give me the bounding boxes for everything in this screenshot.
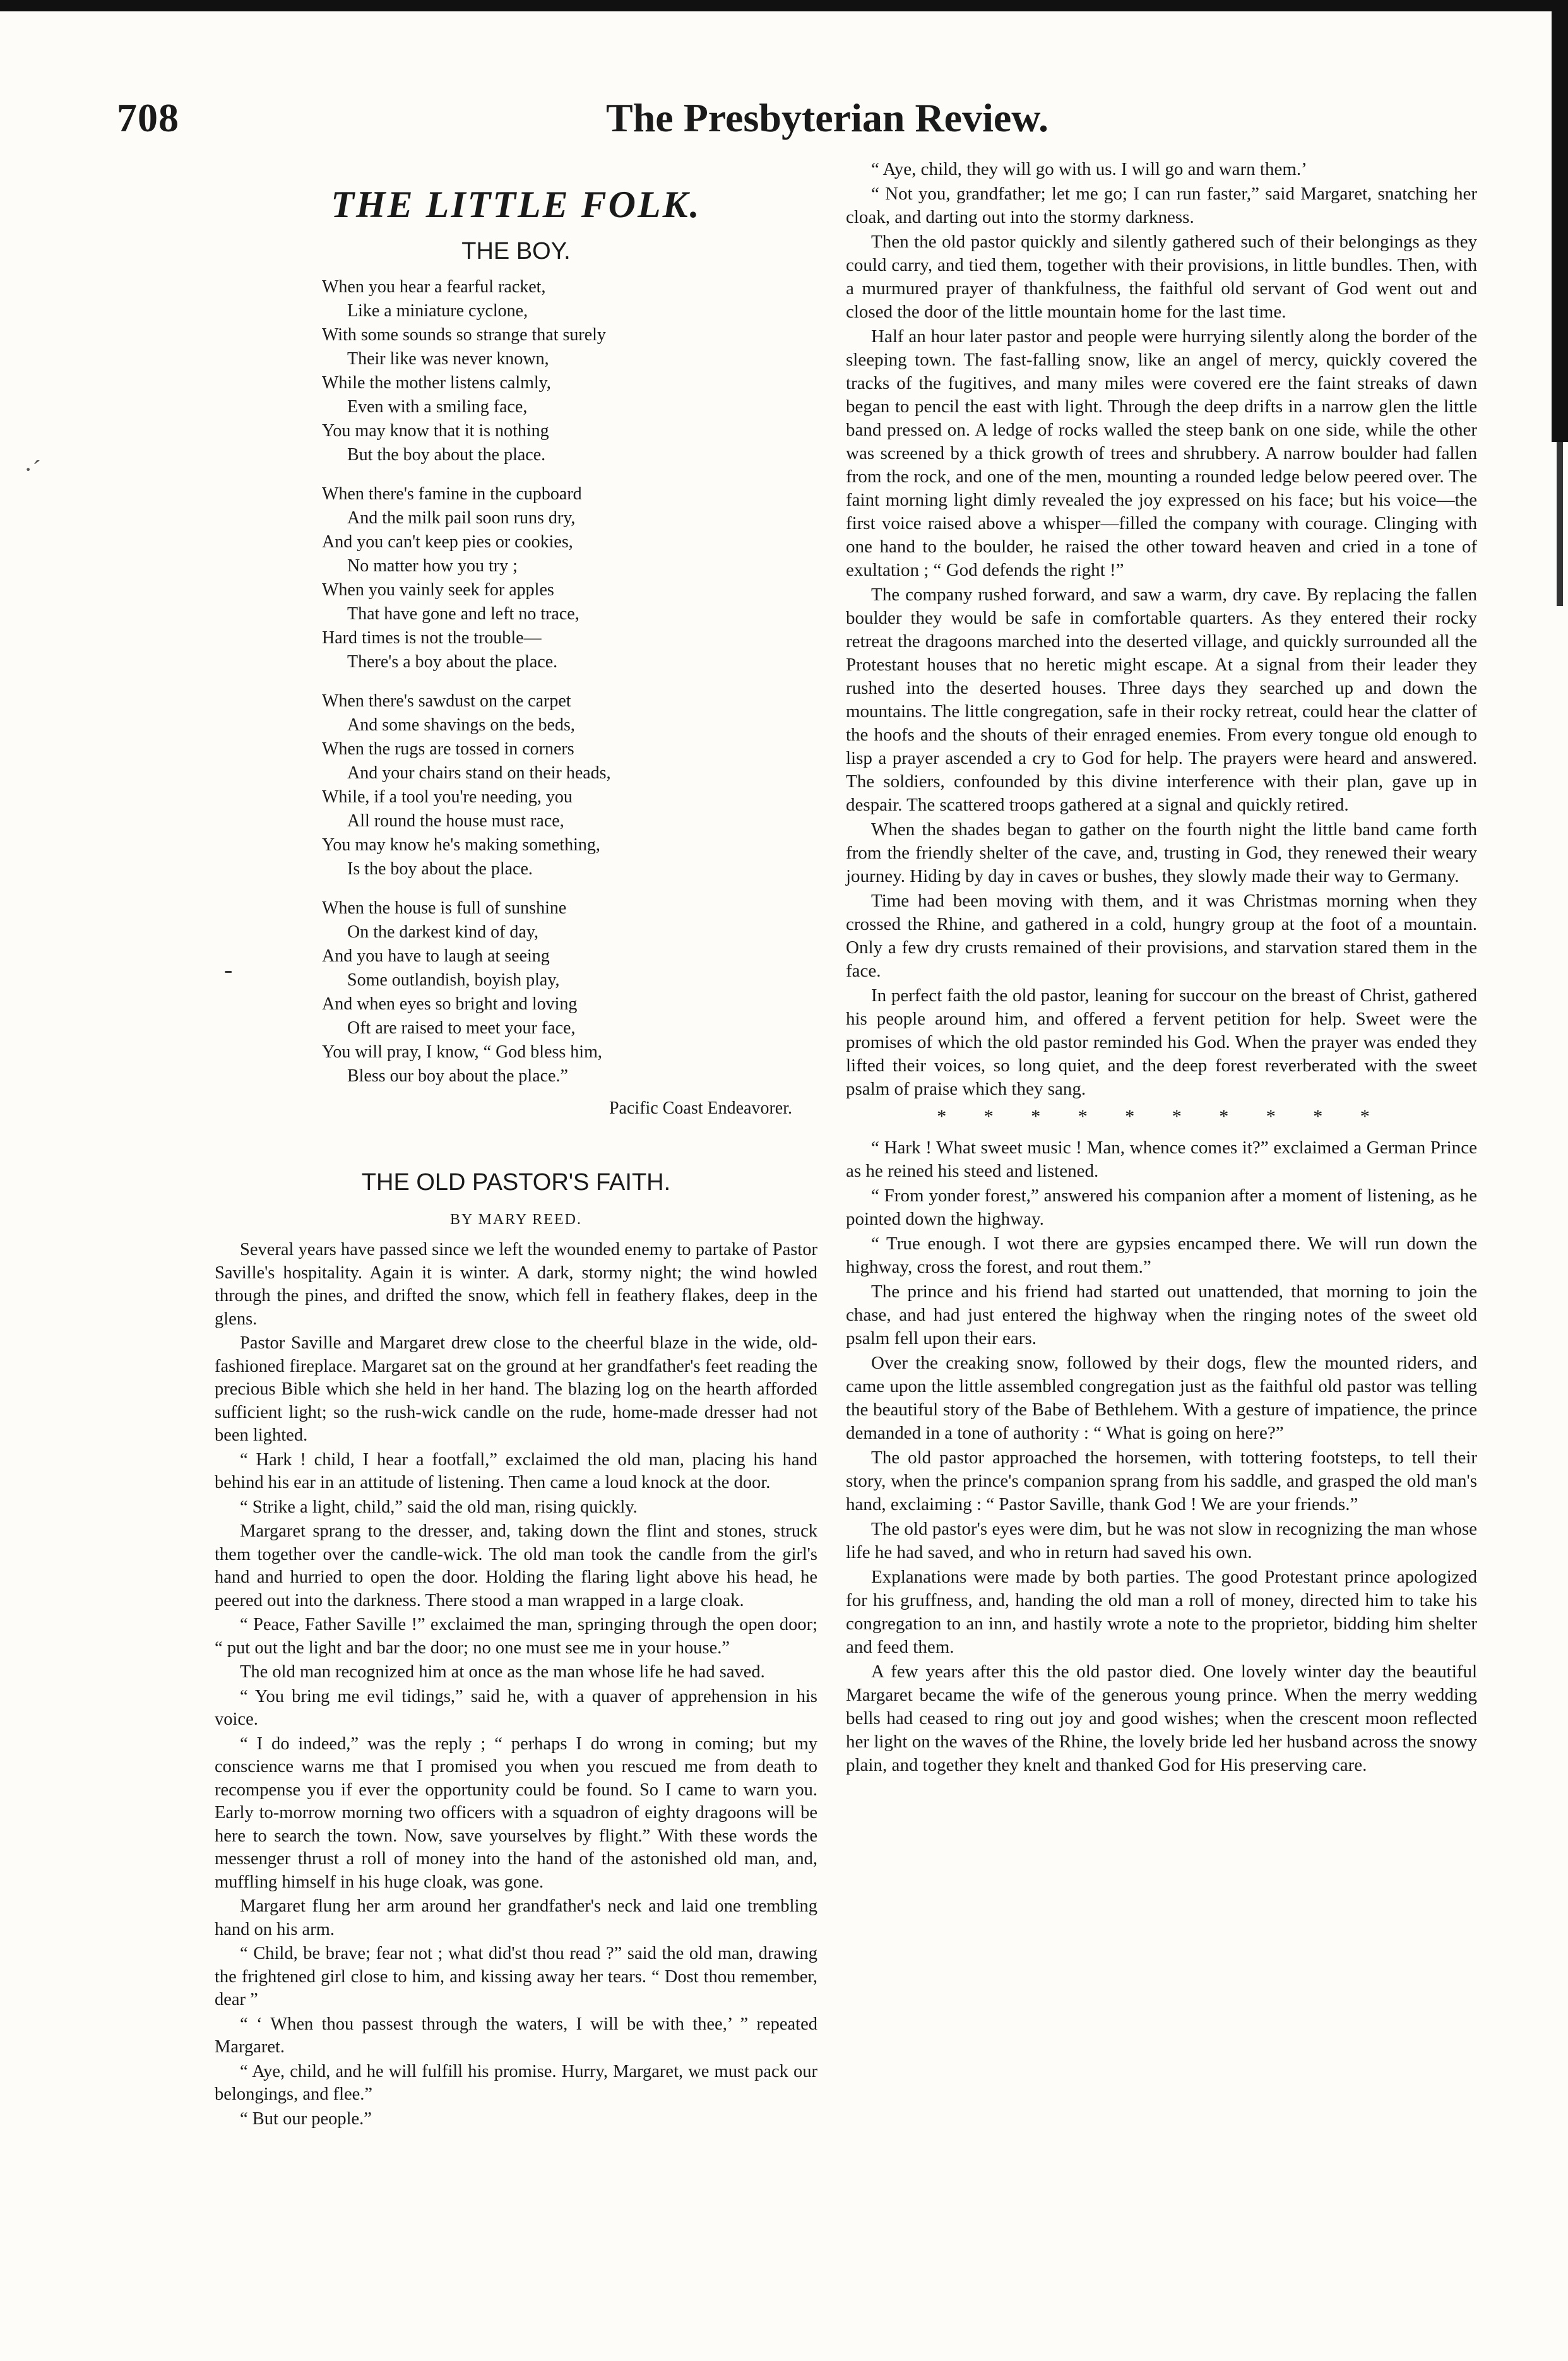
story-paragraph: The prince and his friend had started out unattended, that morning to join the chase, and had just entered the highway when the ringing notes of the sweet old psalm fell upon their ears. — [846, 1282, 1477, 1348]
page-edge-shadow-lower — [1557, 442, 1563, 606]
page-edge-shadow — [1552, 0, 1568, 442]
poem-line: And when eyes so bright and loving — [322, 994, 578, 1014]
top-border-rule — [0, 0, 1568, 11]
poem-stanza — [322, 689, 817, 881]
poem-line: When the rugs are tossed in corners — [322, 739, 574, 759]
story-paragraph: Over the creaking snow, followed by their dogs, flew the mounted riders, and came upon the little assembled congregation just as the faithful old pastor was telling the beautiful story of the Babe of Bethlehem. With a gesture of impatience, the prince demanded in a tone of authority : “ What is going on here?” — [846, 1353, 1477, 1443]
poem-stanza — [322, 275, 817, 467]
poem-line: No matter how you try ; — [347, 556, 518, 576]
page-number: 708 — [117, 95, 179, 140]
story-right-text-a — [846, 158, 1477, 1101]
story-paragraph: “ Hark ! child, I hear a footfall,” exclaimed the old man, placing his hand behind his ear in an attitude of listening. Then came a loud knock at the door. — [215, 1449, 817, 1492]
story-paragraph: “ You bring me evil tidings,” said he, with a quaver of apprehension in his voice. — [215, 1686, 817, 1729]
poem-line: But the boy about the place. — [347, 445, 546, 465]
journal-title: The Presbyterian Review. — [606, 95, 1048, 140]
poem-line: And you have to laugh at seeing — [322, 946, 550, 966]
poem-line: Oft are raised to meet your face, — [347, 1018, 576, 1038]
story-paragraph: Time had been moving with them, and it was Christmas morning when they crossed the Rhine, and gathered in a cold, hungry group at the foot of a mountain. Only a few dry crusts remained of their provisions, and starvation stared them in the face. — [846, 891, 1477, 981]
poem-line: While the mother listens calmly, — [322, 373, 551, 393]
story-paragraph: The old pastor's eyes were dim, but he was not slow in recognizing the man whose life he had saved, and who in return had saved his own. — [846, 1519, 1477, 1562]
poem-line: And the milk pail soon runs dry, — [347, 508, 576, 528]
poem-line: All round the house must race, — [347, 811, 564, 831]
poem-line: While, if a tool you're needing, you — [322, 787, 573, 807]
poem-line: When there's famine in the cupboard — [322, 484, 582, 504]
story-paragraph: “ Peace, Father Saville !” exclaimed the man, springing through the open door; “ put out the light and bar the door; no one must see me in your house.” — [215, 1615, 817, 1658]
poem-line: When the house is full of sunshine — [322, 898, 567, 918]
story-paragraph: When the shades began to gather on the fourth night the little band came forth from the friendly shelter of the cave, and, trusting in God, they renewed their weary journey. Hiding by day in caves or bushes, they slowly made their way to Germany. — [846, 819, 1477, 886]
poem-line: Like a miniature cyclone, — [347, 301, 528, 321]
story-left-text — [215, 1239, 817, 2131]
poem-line: With some sounds so strange that surely — [322, 325, 606, 345]
story-paragraph: The old pastor approached the horsemen, with tottering footsteps, to tell their story, when the prince's companion sprang from his saddle, and grasped the old man's hand, exclaiming : “ Pastor Saville, thank God ! We are your friends.” — [846, 1448, 1477, 1514]
poem-line: Bless our boy about the place.” — [347, 1066, 568, 1086]
story-paragraph: “ From yonder forest,” answered his companion after a moment of listening, as he pointed down the highway. — [846, 1186, 1477, 1229]
story-paragraph: “ Aye, child, they will go with us. I will go and warn them.’ — [871, 159, 1307, 179]
story-paragraph: “ Child, be brave; fear not ; what did'st thou read ?” said the old man, drawing the frightened girl close to him, and kissing away her tears. “ Dost thou remember, dear ” — [215, 1944, 817, 2009]
poem-line: You may know that it is nothing — [322, 421, 549, 441]
poem-line: That have gone and left no trace, — [347, 604, 579, 624]
right-column — [846, 158, 1477, 1778]
poem-line: Hard times is not the trouble— — [322, 628, 542, 648]
poem-line: On the darkest kind of day, — [347, 922, 538, 942]
story-paragraph: Margaret sprang to the dresser, and, taking down the flint and stones, struck them together over the candle-wick. The old man took the candle from the girl's hand and hurried to open the door. Holding the flaring light above his head, he peered out into the darkness. There stood a man wrapped in a large cloak. — [215, 1521, 817, 1610]
story-paragraph: “ Strike a light, child,” said the old man, rising quickly. — [240, 1497, 638, 1517]
story-paragraph: “ But our people.” — [240, 2108, 372, 2129]
page-header — [117, 95, 1070, 152]
poem-stanza — [322, 482, 817, 674]
story-paragraph: In perfect faith the old pastor, leaning for succour on the breast of Christ, gathered his people around him, and offered a fervent petition for help. Sweet were the promises of which the old pastor reminded his God. When the prayer was ended they lifted their voices, so long quiet, and the deep forest reverberated with the sweet psalm of praise which they sang. — [846, 985, 1477, 1099]
margin-dash: - — [224, 955, 233, 984]
story-paragraph: Then the old pastor quickly and silently gathered such of their belongings as they could carry, and tied them, together with their provisions, in little bundles. Then, with a murmured prayer of thankfulness, the faithful old servant of God went out and closed the door of the little mountain home for the last time. — [846, 232, 1477, 322]
story-paragraph: The company rushed forward, and saw a warm, dry cave. By replacing the fallen boulder they would be safe in comfortable quarters. As they entered their rocky retreat the dragoons marched into the deserted village, and quickly surrounded all the Protestant houses that no heretic might escape. At a signal from their leader they rushed into the deserted houses. Three days they searched up and down the mountains. The little congregation, safe in their rocky retreat, could hear the clatter of the hoofs and the shouts of their enraged enemies. From every tongue old enough to lisp a prayer ascended a cry to God for help. The prayers were heard and answered. The soldiers, confounded by this divine interference with their plan, gave up in despair. The scattered troops gathered at a signal and quickly retired. — [846, 585, 1477, 815]
poem-line: Is the boy about the place. — [347, 859, 533, 879]
poem-line: Some outlandish, boyish play, — [347, 970, 560, 990]
story-paragraph: “ Not you, grandfather; let me go; I can run faster,” said Margaret, snatching her cloak, and darting out into the stormy darkness. — [846, 184, 1477, 227]
left-column — [215, 170, 817, 2132]
poem-line: There's a boy about the place. — [347, 652, 558, 672]
section-title: THE LITTLE FOLK. — [331, 184, 701, 225]
poem-attribution: Pacific Coast Endeavorer. — [609, 1098, 792, 1118]
story-paragraph: Margaret flung her arm around her grandfather's neck and laid one trembling hand on his arm. — [215, 1896, 817, 1939]
section-separator: * * * * * * * * * * — [937, 1106, 1386, 1127]
poem — [322, 275, 817, 1088]
story-paragraph: A few years after this the old pastor died. One lovely winter day the beautiful Margaret became the wife of the generous young prince. When the merry wedding bells had ceased to ring out joy and good wishes; when the crescent moon reflected her light on the waves of the Rhine, the lovely bride led her husband across the snowy plain, and together they knelt and thanked God for His preserving care. — [846, 1662, 1477, 1775]
story-paragraph: “ ‘ When thou passest through the waters, I will be with thee,’ ” repeated Margaret. — [215, 2014, 817, 2057]
margin-mark: ·´ — [24, 455, 41, 484]
story-paragraph: Explanations were made by both parties. The good Protestant prince apologized for his gruffness, and, handing the old man a roll of money, directed him to take his congregation to an inn, and hastily wrote a note to the proprietor, bidding him shelter and feed them. — [846, 1567, 1477, 1657]
story-paragraph: “ I do indeed,” was the reply ; “ perhaps I do wrong in coming; but my conscience warns me that I promised you when you rescued me from death to recompense you if ever the opportunity could be found. So I came to warn you. Early to-morrow morning two officers with a squadron of eighty dragoons will be here to search the town. Now, save yourselves by flight.” With these words the messenger thrust a roll of money into the hand of the astonished old man, and, muffling himself in his huge cloak, was gone. — [215, 1734, 817, 1892]
poem-title: THE BOY. — [461, 238, 571, 265]
story-right-text-b — [846, 1136, 1477, 1777]
poem-line: You may know he's making something, — [322, 835, 600, 855]
story-paragraph: Half an hour later pastor and people were hurrying silently along the border of the sleeping town. The fast-falling snow, like an angel of mercy, quickly covered the tracks of the fugitives, and many miles were covered ere the faint streaks of dawn began to pencil the east with light. Through the deep drifts in a narrow glen the little band pressed on. A ledge of rocks walled the steep bank on one side, while the other was screened by a thick growth of trees and shrubbery. A narrow boulder had fallen from the rock, and one of the men, mounting a rounded ledge below peered over. The faint morning light dimly revealed the joy expressed on his face; but his voice—the first voice raised above a whisper—filled the company with courage. Clinging with one hand to the boulder, he raised the other toward heaven and cried in a tone of exultation ; “ God defends the right !” — [846, 326, 1477, 580]
poem-stanza — [322, 896, 817, 1088]
poem-line: When you vainly seek for apples — [322, 580, 554, 600]
story-byline: BY MARY REED. — [450, 1211, 582, 1228]
poem-line: Their like was never known, — [347, 349, 549, 369]
poem-line: When there's sawdust on the carpet — [322, 691, 571, 711]
poem-line: You will pray, I know, “ God bless him, — [322, 1042, 602, 1062]
story-paragraph: “ True enough. I wot there are gypsies encamped there. We will run down the highway, cross the forest, and rout them.” — [846, 1234, 1477, 1277]
poem-line: And some shavings on the beds, — [347, 715, 575, 735]
story-paragraph: Several years have passed since we left the wounded enemy to partake of Pastor Saville's hospitality. Again it is winter. A dark, stormy night; the wind howled through the pines, and drifted the snow, which fell in feathery flakes, deep in the glens. — [215, 1240, 817, 1329]
story-paragraph: “ Aye, child, and he will fulfill his promise. Hurry, Margaret, we must pack our belongings, and flee.” — [215, 2061, 817, 2104]
story-paragraph: “ Hark ! What sweet music ! Man, whence comes it?” exclaimed a German Prince as he reined his steed and listened. — [846, 1138, 1477, 1181]
poem-line: And you can't keep pies or cookies, — [322, 532, 573, 552]
story-paragraph: The old man recognized him at once as the man whose life he had saved. — [240, 1662, 765, 1682]
story-paragraph: Pastor Saville and Margaret drew close to the cheerful blaze in the wide, old-fashioned fireplace. Margaret sat on the ground at her grandfather's feet reading the precious Bible which she held in her hand. The blazing log on the hearth afforded sufficient light; so the rush-wick candle on the rude, home-made dresser had not been lighted. — [215, 1333, 817, 1445]
story-title: THE OLD PASTOR'S FAITH. — [361, 1169, 671, 1196]
poem-line: And your chairs stand on their heads, — [347, 763, 611, 783]
poem-line: When you hear a fearful racket, — [322, 277, 546, 297]
poem-line: Even with a smiling face, — [347, 397, 528, 417]
